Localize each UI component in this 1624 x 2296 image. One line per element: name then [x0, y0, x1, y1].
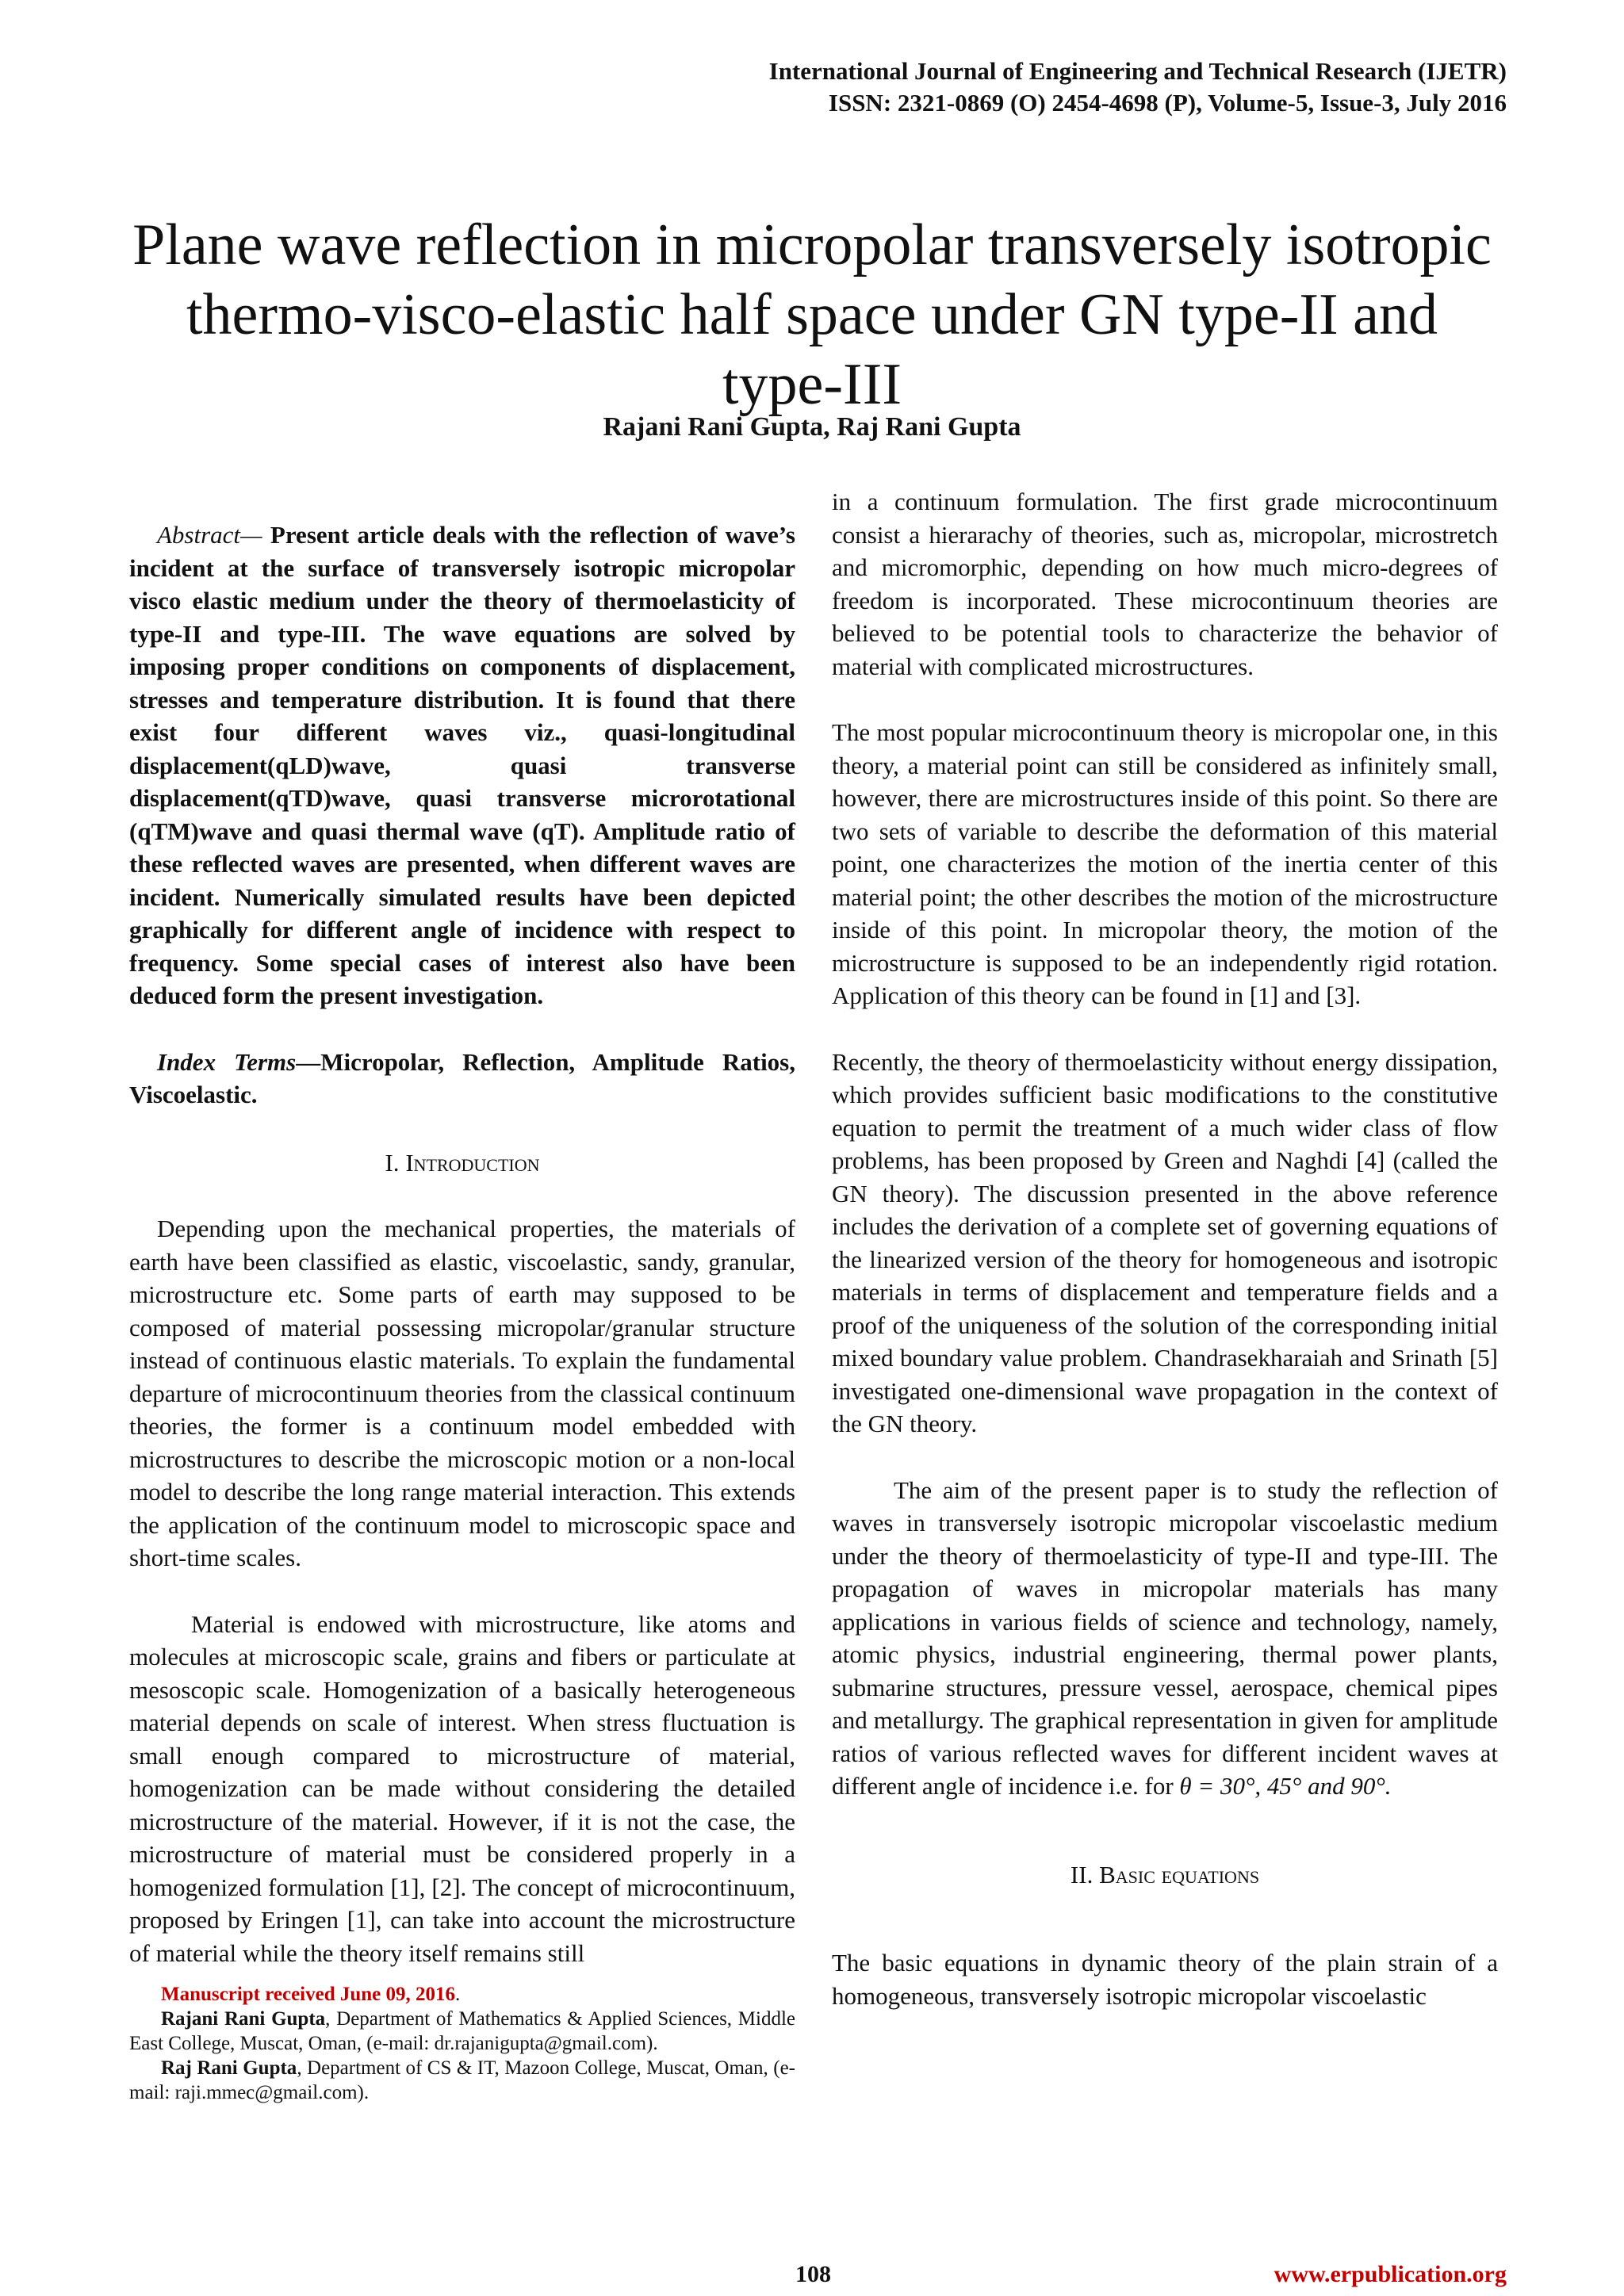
paper-title: Plane wave reflection in micropolar transversely isotropic thermo-visco-elastic half space under GN type-II and type-III [132, 212, 1492, 417]
index-terms-text: —Micropolar, Reflection, Amplitude Ratios, Viscoelastic. [129, 1047, 795, 1108]
section-title: Introduction [405, 1148, 540, 1177]
right-column [832, 485, 1498, 2012]
abstract [129, 519, 795, 1012]
abstract-lead: Abstract— [157, 521, 262, 549]
paper-authors: Rajani Rani Gupta, Raj Rani Gupta [603, 412, 1021, 442]
intro-paragraph-2: Material is endowed with microstructure, like atoms and molecules at microscopic scale, grains and fibers or particulate at mesoscopic scale. Homogenization of a basically heterogeneous material depends on scale of interest. When stress fluctuation is small enough compared to microstructure of material, homogenization can be made without considering the detailed microstructure of the material. However, if it is not the case, the microstructure of material must be considered properly in a homogenized formulation [1], [2]. The concept of microcontinuum, proposed by Eringen [1], can take into account the microstructure of material while the theory itself remains still [129, 1609, 795, 1967]
angle-formula: θ = 30°, 45° and 90°. [1179, 1772, 1392, 1800]
section-title: Basic equations [1099, 1860, 1260, 1888]
author1-affiliation [129, 2007, 795, 2056]
section-number: II. [1070, 1860, 1094, 1888]
section-heading-introduction [129, 1146, 795, 1180]
index-terms-lead: Index Terms [157, 1047, 297, 1076]
right-paragraph-1: in a continuum formulation. The first grade microcontinuum consist a hierarachy of theories, such as, micropolar, microstretch and micromorphic, depending on how much micro-degrees of freedom is incorporated. These microcontinuum theories are believed to be potential tools to characterize the behavior of material with complicated microstructures. [832, 488, 1498, 680]
right-paragraph-4-text: The aim of the present paper is to study the reflection of waves in transversely isotropic micropolar viscoelastic medium under the theory of thermoelasticity of type-II and type-III. The propagation of waves in micropolar materials has many applications in various fields of science and technology, namely, atomic physics, industrial engineering, thermal power plants, submarine structures, pressure vessel, aerospace, chemical pipes and metallurgy. The graphical representation in given for amplitude ratios of various reflected waves for different incident waves at different angle of incidence i.e. for [832, 1475, 1498, 1800]
right-paragraph-4 [832, 1474, 1498, 1803]
author1-name: Rajani Rani Gupta [161, 2008, 326, 2030]
journal-issn: ISSN: 2321-0869 (O) 2454-4698 (P), Volume-5, Issue-3, July 2016 [828, 89, 1507, 117]
author2-text: , Department of CS & IT, Mazoon College, Muscat, Oman, (e-mail: raji.mmec@gmail.com). [129, 2057, 795, 2103]
author1-text: , Department of Mathematics & Applied Sciences, Middle East College, Muscat, Oman, (e-mail: dr.rajanigupta@gmail.com). [129, 2008, 795, 2054]
journal-header [769, 55, 1507, 119]
manuscript-received: Manuscript received June 09, 2016. [161, 1984, 461, 2005]
index-terms [129, 1046, 795, 1112]
page-number: 108 [795, 2261, 831, 2287]
author2-affiliation [129, 2056, 795, 2105]
right-paragraph-3: Recently, the theory of thermoelasticity without energy dissipation, which provides sufficient basic modifications to the constitutive equation to permit the treatment of a much wider class of flow problems, has been proposed by Green and Naghdi [4] (called the GN theory). The discussion presented in the above reference includes the derivation of a complete set of governing equations of the linearized version of the theory for homogeneous and isotropic materials in terms of displacement and temperature fields and a proof of the uniqueness of the solution of the corresponding initial mixed boundary value problem. Chandrasekharaiah and Srinath [5] investigated one-dimensional wave propagation in the context of the GN theory. [832, 1047, 1498, 1437]
footnote [129, 1982, 795, 2105]
author2-name: Raj Rani Gupta [161, 2057, 297, 2079]
section-number: I. [385, 1148, 400, 1177]
publisher-url[interactable]: www.erpublication.org [1274, 2261, 1507, 2287]
section-heading-basic-equations [832, 1858, 1498, 1892]
left-column [129, 485, 795, 1969]
journal-name: International Journal of Engineering and Technical Research (IJETR) [768, 57, 1507, 85]
basic-equations-paragraph: The basic equations in dynamic theory of the plain strain of a homogeneous, transversely isotropic micropolar viscoelastic [832, 1949, 1498, 2010]
intro-paragraph-1: Depending upon the mechanical properties, the materials of earth have been classified as elastic, viscoelastic, sandy, granular, microstructure etc. Some parts of earth may supposed to be composed of material possessing micropolar/granular structure instead of continuous elastic materials. To explain the fundamental departure of microcontinuum theories from the classical continuum theories, the former is a continuum model embedded with microstructures to describe the microscopic motion or a non-local model to describe the long range material interaction. This extends the application of the continuum model to microscopic space and short-time scales. [129, 1215, 795, 1571]
abstract-text: Present article deals with the reflection of wave’s incident at the surface of transversely isotropic micropolar visco elastic medium under the theory of thermoelasticity of type-II and type-III. The wave equations are solved by imposing proper conditions on components of displacement, stresses and temperature distribution. It is found that there exist four different waves viz., quasi-longitudinal displacement(qLD)wave, quasi transverse displacement(qTD)wave, quasi transverse microrotational (qTM)wave and quasi thermal wave (qT). Amplitude ratio of these reflected waves are presented, when different waves are incident. Numerically simulated results have been depicted graphically for different angle of incidence with respect to frequency. Some special cases of interest also have been deduced form the present investigation. [129, 521, 795, 1009]
right-paragraph-2: The most popular microcontinuum theory is micropolar one, in this theory, a material point can still be considered as infinitely small, however, there are microstructures inside of this point. So there are two sets of variable to describe the deformation of this material point, one characterizes the motion of the inertia center of this material point; the other describes the motion of the microstructure inside of this point. In micropolar theory, the motion of the microstructure is supposed to be an independently rigid rotation. Application of this theory can be found in [1] and [3]. [832, 718, 1498, 1009]
